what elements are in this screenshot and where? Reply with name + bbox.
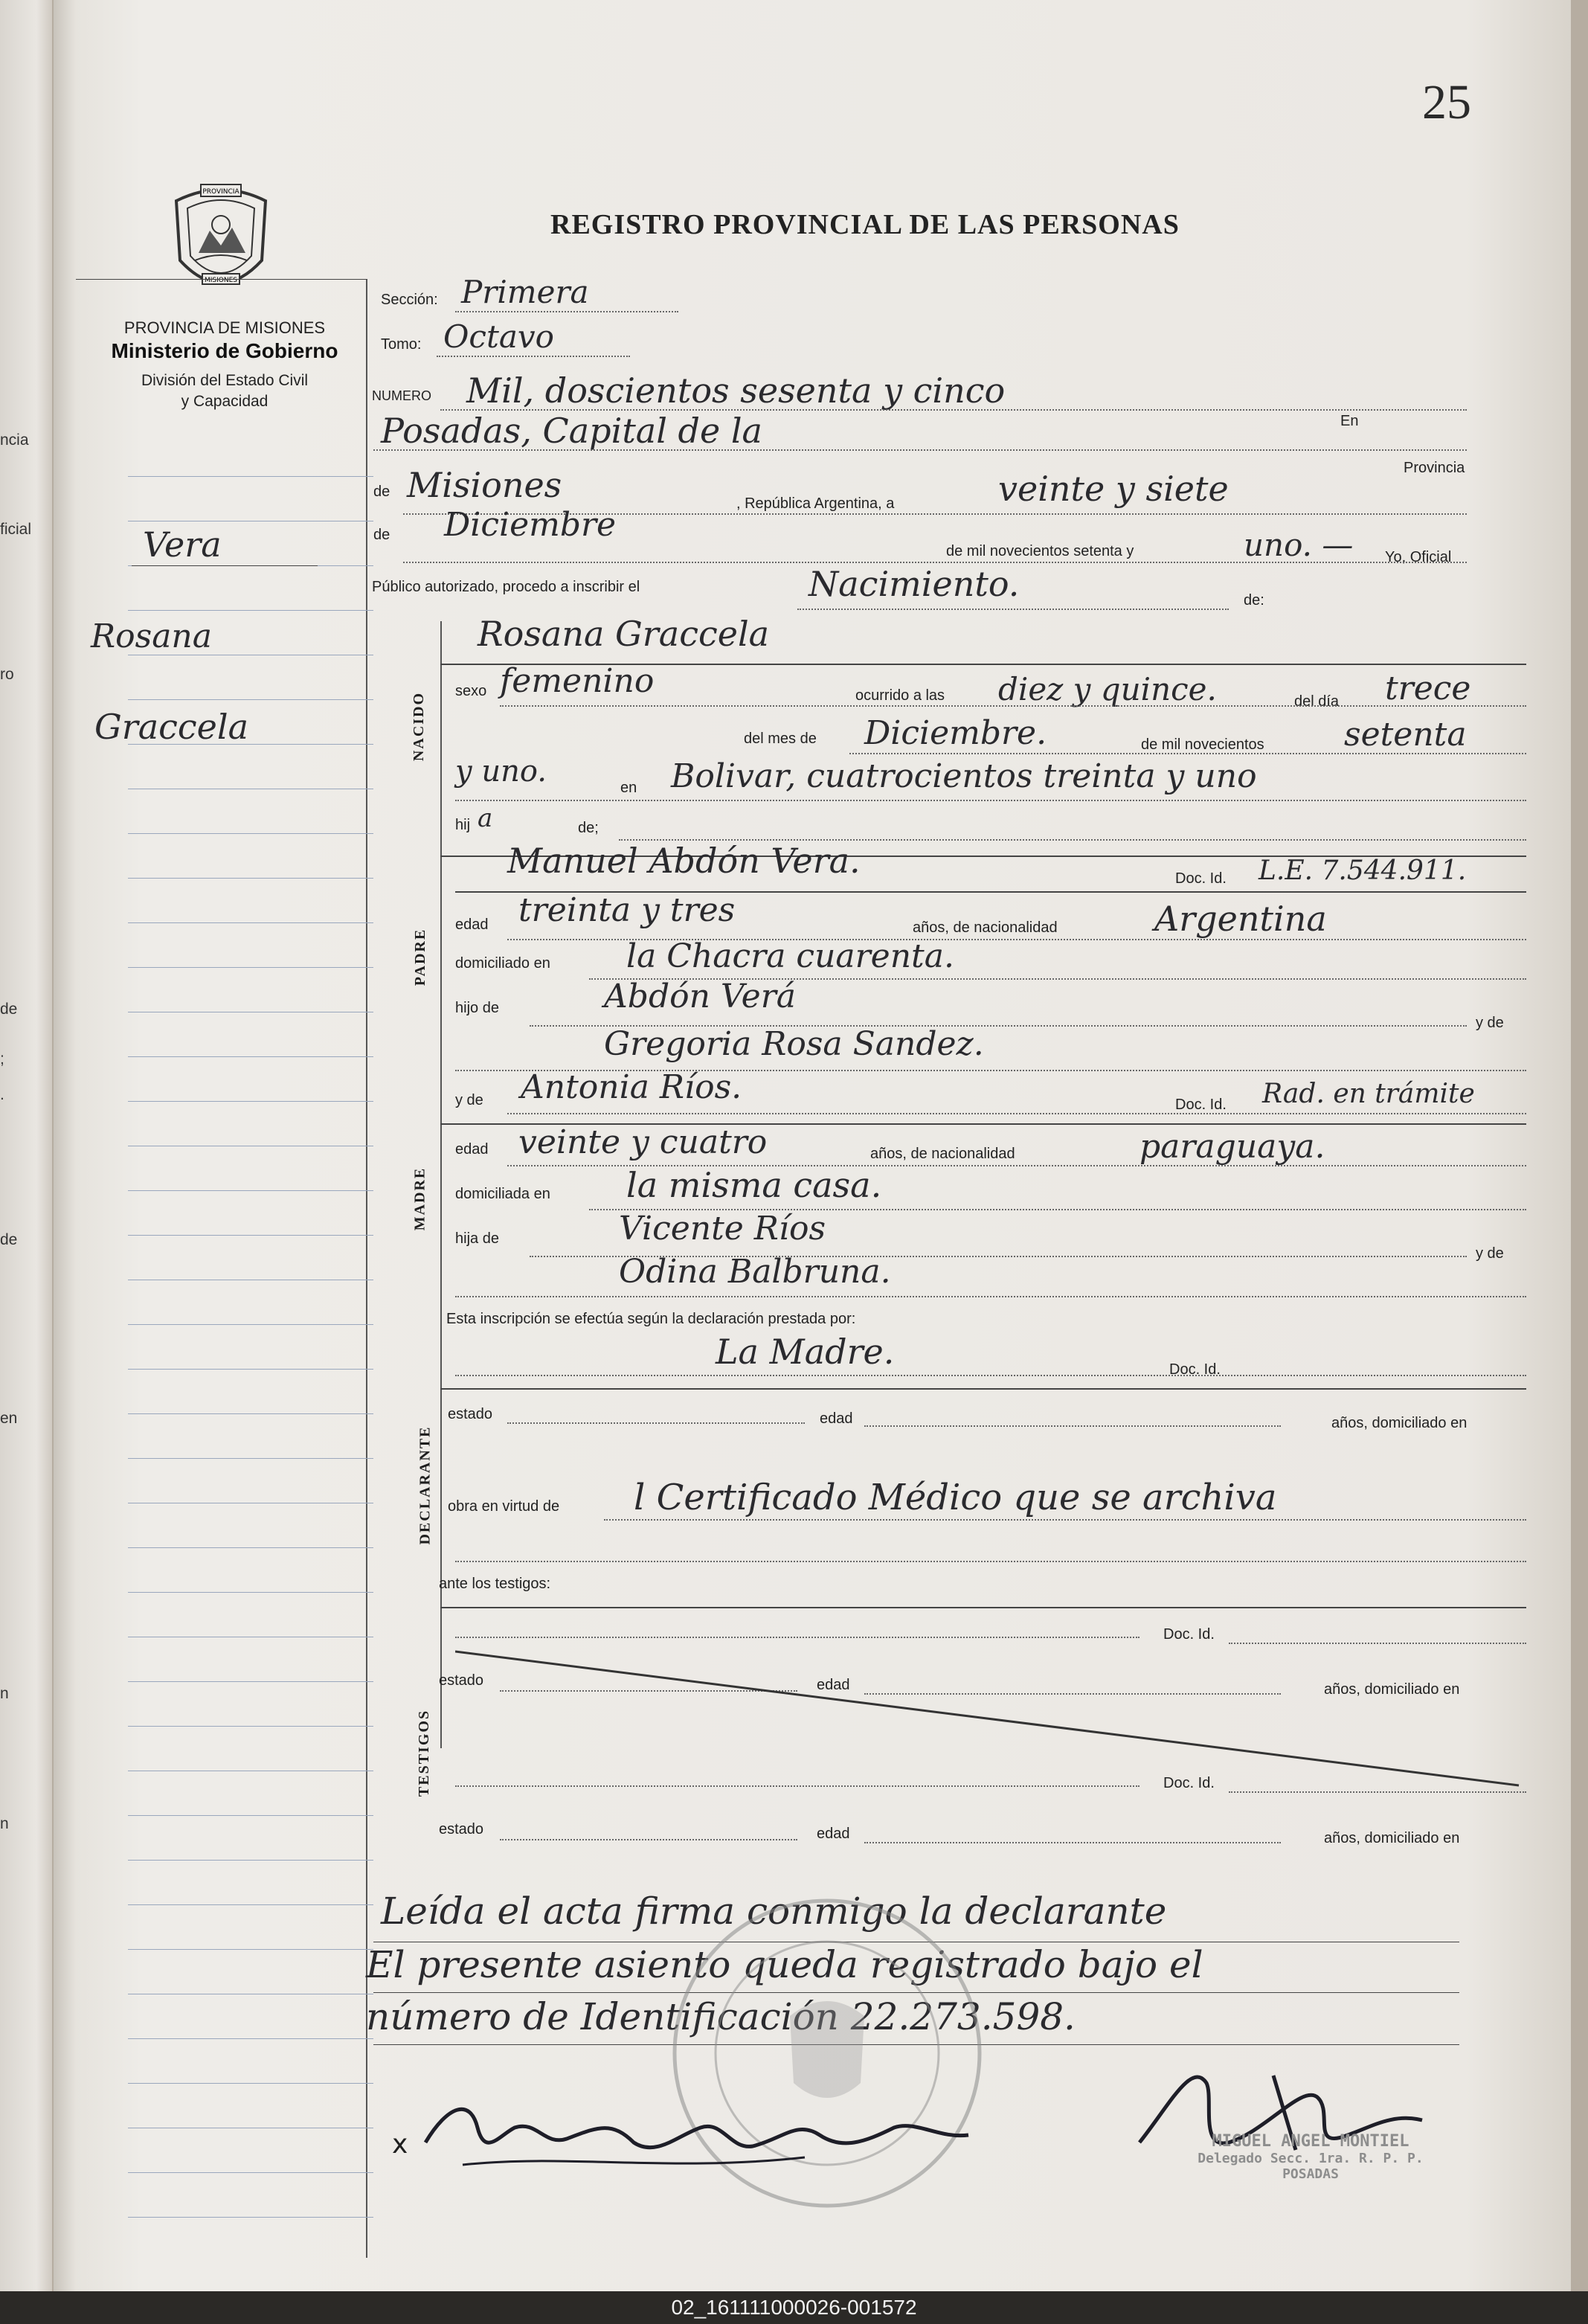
edad-label-3: edad xyxy=(820,1410,853,1427)
madre-doc: Rad. en trámite xyxy=(1262,1079,1475,1109)
svg-text:PROVINCIA: PROVINCIA xyxy=(202,188,240,196)
de4-label: de; xyxy=(578,820,599,836)
facing-page-fragment: n xyxy=(0,1815,9,1832)
de-label: de xyxy=(373,484,390,500)
lugar-nac-value: Bolivar, cuatrocientos treinta y uno xyxy=(671,757,1257,795)
margin-rule-line xyxy=(128,1101,373,1102)
y-de-label-2: y de xyxy=(1476,1245,1504,1262)
mes-nac-value: Diciembre. xyxy=(864,714,1047,752)
handwritten-signature-icon xyxy=(418,2076,983,2195)
padre-edad: treinta y tres xyxy=(518,891,736,929)
seccion-label: Sección: xyxy=(381,292,438,308)
margin-surname: Vera xyxy=(143,524,222,565)
facing-page-fragment: de xyxy=(0,1001,18,1018)
svg-text:MISIONES: MISIONES xyxy=(204,277,238,284)
provincia-value: Misiones xyxy=(407,465,562,505)
section-padre: PADRE xyxy=(412,928,429,986)
margin-rule-line xyxy=(128,2217,373,2218)
acto-value: Nacimiento. xyxy=(809,564,1020,604)
numero-value: Mil, doscientos sesenta y cinco xyxy=(466,370,1006,411)
official-stamp-name: MIGUEL ANGEL MONTIEL xyxy=(1212,2132,1409,2151)
sexo-label: sexo xyxy=(455,683,487,699)
hora-value: diez y quince. xyxy=(998,671,1217,707)
abuelo-paterno: Abdón Verá xyxy=(604,978,796,1015)
cancel-strike-line xyxy=(455,1644,1526,1793)
margin-rule-line xyxy=(128,1235,373,1236)
margin-rule-line xyxy=(128,1369,373,1370)
margin-rule-line xyxy=(128,1726,373,1727)
mil-label: de mil novecientos xyxy=(1141,736,1264,753)
provincia-label: Provincia xyxy=(1404,460,1465,476)
section-declarante: DECLARANTE xyxy=(417,1425,434,1545)
edad-label-4: edad xyxy=(817,1677,850,1693)
margin-rule-line xyxy=(128,1324,373,1325)
dia-value: veinte y siete xyxy=(998,469,1229,509)
section-nacido: NACIDO xyxy=(411,691,428,762)
madre-nacionalidad: paraguaya. xyxy=(1139,1128,1325,1166)
doc-id-label-3: Doc. Id. xyxy=(1169,1361,1221,1378)
edad-label-5: edad xyxy=(817,1826,850,1842)
madre-edad: veinte y cuatro xyxy=(518,1123,768,1161)
closing-line-2: El presente asiento queda registrado bajo el xyxy=(366,1943,1203,1986)
margin-rule-line xyxy=(128,1681,373,1682)
tomo-value: Octavo xyxy=(443,318,554,355)
facing-page-fragment: ncia xyxy=(0,431,29,449)
margin-underline xyxy=(132,565,318,566)
doc-id-label: Doc. Id. xyxy=(1175,870,1227,887)
facing-page-fragment: . xyxy=(0,1086,4,1103)
facing-page-fragment: ; xyxy=(0,1050,4,1068)
edad-label-2: edad xyxy=(455,1141,489,1158)
file-id-footer: 02_161111000026-001572 xyxy=(0,2291,1588,2324)
declarante-value: La Madre. xyxy=(716,1332,895,1372)
numero-label: NUMERO xyxy=(372,388,431,403)
margin-rule-line xyxy=(128,878,373,879)
anio-value: uno. — xyxy=(1244,527,1354,563)
closing-line-3: número de Identificación 22.273.598. xyxy=(366,1995,1076,2038)
padre-domicilio: la Chacra cuarenta. xyxy=(626,937,954,975)
official-stamp xyxy=(1147,2132,1474,2182)
dia-nac-value: trece xyxy=(1385,670,1471,707)
ministry-name: Ministerio de Gobierno xyxy=(111,339,338,362)
del-dia-label: del día xyxy=(1294,693,1340,710)
domiciliado-label: domiciliado en xyxy=(455,955,550,972)
doc-id-label-5: Doc. Id. xyxy=(1163,1775,1215,1791)
margin-top-rule xyxy=(76,279,367,280)
doc-id-label-2: Doc. Id. xyxy=(1175,1097,1227,1113)
margin-rule-line xyxy=(128,833,373,834)
official-stamp-title: Delegado Secc. 1ra. R. P. P. xyxy=(1198,2151,1424,2166)
section-madre: MADRE xyxy=(411,1166,428,1231)
facing-page-fragment: ro xyxy=(0,666,14,683)
madre-nombre: Antonia Ríos. xyxy=(521,1068,742,1106)
facing-page-fragment: ficial xyxy=(0,521,32,538)
ocurrido-label: ocurrido a las xyxy=(855,687,945,704)
hijo-label: hij xyxy=(455,817,471,833)
margin-rule-line xyxy=(128,699,373,700)
coat-of-arms-seal-icon xyxy=(158,179,284,305)
section-testigos: TESTIGOS xyxy=(416,1709,433,1797)
hijo-de-label: hijo de xyxy=(455,1000,499,1016)
margin-rule-line xyxy=(128,1815,373,1816)
padre-doc: L.E. 7.544.911. xyxy=(1258,856,1467,886)
nacionalidad-label-2: años, de nacionalidad xyxy=(870,1146,1015,1162)
margin-rule-line xyxy=(128,2172,373,2173)
margin-rule-line xyxy=(128,1547,373,1548)
margin-rule-line xyxy=(128,1949,373,1950)
facing-page-fragment: en xyxy=(0,1410,18,1427)
hijo-value: a xyxy=(478,803,493,833)
tomo-label: Tomo: xyxy=(381,336,422,353)
doc-id-label-4: Doc. Id. xyxy=(1163,1626,1215,1643)
abuela-paterna: Gregoria Rosa Sandez. xyxy=(604,1025,984,1063)
obra-value: l Certificado Médico que se archiva xyxy=(634,1477,1277,1518)
de3-label: de: xyxy=(1244,592,1264,609)
margin-rule-line xyxy=(128,476,373,477)
margin-rule-line xyxy=(128,1904,373,1905)
margin-rule-line xyxy=(128,1860,373,1861)
division-name-2: y Capacidad xyxy=(181,393,269,410)
margin-rule-line xyxy=(128,1056,373,1057)
estado-label-3: estado xyxy=(439,1821,484,1837)
margin-rule-line xyxy=(128,922,373,923)
facing-page-fragment: n xyxy=(0,1685,9,1702)
margin-rule-line xyxy=(128,1190,373,1191)
margin-rule-line xyxy=(128,2083,373,2084)
nombre-nacido: Rosana Graccela xyxy=(478,614,770,654)
margin-rule-line xyxy=(128,2038,373,2039)
margin-name-2: Graccela xyxy=(94,707,249,747)
estado-label: estado xyxy=(448,1406,493,1422)
mes-value: Diciembre xyxy=(444,506,617,544)
y-de-label: y de xyxy=(1476,1015,1504,1031)
anio-label: de mil novecientos setenta y xyxy=(946,543,1134,559)
obra-label: obra en virtud de xyxy=(448,1498,560,1515)
anio-nac-2: y uno. xyxy=(455,754,547,789)
province-name: PROVINCIA DE MISIONES xyxy=(123,318,326,337)
madre-domicilio: la misma casa. xyxy=(626,1165,882,1205)
hija-de-label: hija de xyxy=(455,1230,499,1247)
padre-nacionalidad: Argentina xyxy=(1154,899,1327,939)
publico-label: Público autorizado, procedo a inscribir el xyxy=(372,579,640,595)
de2-label: de xyxy=(373,527,390,543)
anios-dom-label: años, domiciliado en xyxy=(1331,1415,1468,1431)
margin-rule-line xyxy=(128,1592,373,1593)
anios-dom-label-2: años, domiciliado en xyxy=(1324,1681,1460,1698)
lugar-value: Posadas, Capital de la xyxy=(381,411,762,451)
padre-nombre: Manuel Abdón Vera. xyxy=(507,841,861,881)
margin-rule-line xyxy=(128,1413,373,1414)
division-name: División del Estado Civil xyxy=(141,372,309,389)
abuela-materna: Odina Balbruna. xyxy=(619,1253,891,1291)
en2-label: en xyxy=(620,780,637,796)
sexo-value: femenino xyxy=(500,662,655,700)
oficial-label: Yo, Oficial xyxy=(1385,549,1452,565)
margin-rule-line xyxy=(128,610,373,611)
y-de2-label: y de xyxy=(455,1092,483,1108)
nacionalidad-label: años, de nacionalidad xyxy=(913,919,1058,936)
anios-dom-label-3: años, domiciliado en xyxy=(1324,1830,1460,1846)
margin-name-1: Rosana xyxy=(91,617,213,655)
page-number: 25 xyxy=(1422,75,1471,129)
testigos-label: ante los testigos: xyxy=(439,1576,551,1592)
abuelo-materno: Vicente Ríos xyxy=(619,1210,826,1248)
en-label: En xyxy=(1340,413,1359,429)
estado-label-2: estado xyxy=(439,1672,484,1689)
margin-rule-line xyxy=(128,967,373,968)
domiciliada-label: domiciliada en xyxy=(455,1186,550,1202)
edad-label: edad xyxy=(455,917,489,933)
republica-label: , República Argentina, a xyxy=(736,495,895,512)
del-mes-label: del mes de xyxy=(744,731,817,747)
signature-mark: x xyxy=(392,2129,408,2160)
register-page xyxy=(54,0,1571,2291)
official-stamp-city: POSADAS xyxy=(1282,2166,1339,2182)
seccion-value: Primera xyxy=(461,274,589,310)
closing-line-1: Leída el acta firma conmigo la declarante xyxy=(381,1890,1167,1933)
facing-page-fragment: de xyxy=(0,1231,18,1248)
facing-page-edge xyxy=(0,0,52,2291)
inscripcion-label: Esta inscripción se efectúa según la declaración prestada por: xyxy=(446,1311,856,1327)
anio-nac-1: setenta xyxy=(1344,716,1467,754)
margin-rule-line xyxy=(128,1458,373,1459)
page-title: REGISTRO PROVINCIAL DE LAS PERSONAS xyxy=(550,209,1180,240)
